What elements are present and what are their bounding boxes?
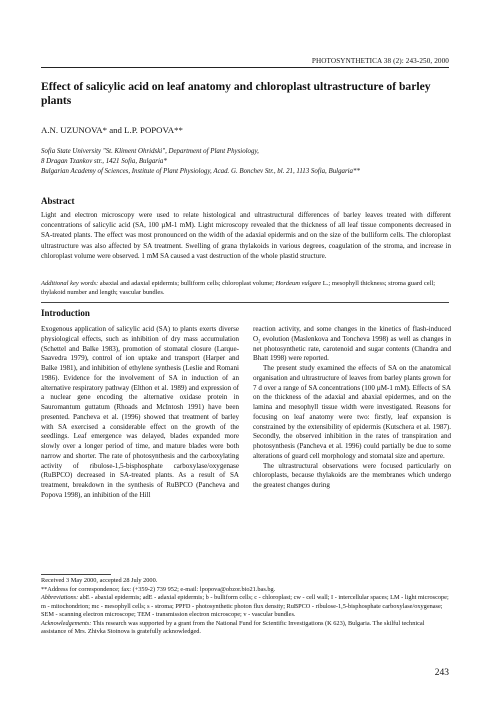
keywords-part2: L.; mesophyll thickness; stroma guard cell; thylakoid number and length; vascular bundles. xyxy=(41,280,436,297)
affiliation-line: 8 Dragan Tzankov str., 1421 Sofia, Bulgaria* xyxy=(41,158,167,165)
header-rule xyxy=(41,67,449,68)
abbreviations-text: abE - abaxial epidermis; adE - adaxial epidermis; b - bulliform cells; c - chloroplast; cw - cell wall; I - intercellular spaces; LM - light microscope; m - mitochondrion; mc - mesophyll cells; s - stroma; PPFD - photosynthetic photon flux density; RuBPCO - ribulose-1,5-bisphosphate carboxylase/oxygenase; SEM - scanning electron microscope; TEM - transmission electron microscope; v - vascular bundles. xyxy=(41,594,449,619)
footnote-rule xyxy=(41,574,111,575)
acknowledgements-text: This research was supported by a grant from the National Fund for Scientific Investigations (K 623), Bulgaria. The skilful technical assistance of Mrs. Zhivka Stoinova is gratefully acknowledged. xyxy=(41,619,425,636)
keywords xyxy=(41,279,451,297)
abstract-heading: Abstract xyxy=(41,196,75,206)
affiliation-line: Sofia State University "St. Kliment Ohridski", Department of Plant Physiology, xyxy=(41,148,259,155)
footnotes xyxy=(41,577,451,637)
intro-paragraph: The present study examined the effects of SA on the anatomical organisation and ultrastructure of leaves from barley plants grown for 7 d over a range of SA concentrations (100 µM-1 mM). Effects of SA on the thickness of the adaxial and abaxial epidermes, and on the lamina and mesophyll tissue width were investigated. Reasons for focusing on leaf anatomy were two: firstly, leaf expansion is constrained by the extensibility of epidermis (Kutschera et al. 1987). Secondly, the observed inhibition in the rates of transpiration and photosynthesis (Pancheva et al. 1996) could partially be due to some alterations of guard cell morphology and stomatal size and aperture. xyxy=(253,364,451,460)
journal-reference: PHOTOSYNTHETICA 38 (2): 243-250, 2000 xyxy=(311,57,449,65)
affiliations xyxy=(41,147,461,177)
keywords-part1: abaxial and adaxial epidermis; bulliform cells; chloroplast volume; xyxy=(99,280,274,287)
intro-left-column xyxy=(41,325,239,501)
intro-right-column xyxy=(253,325,451,491)
keywords-label: Additional key words: xyxy=(41,280,99,287)
keywords-species: Hordeum vulgare xyxy=(275,280,322,287)
paper-title: Effect of salicylic acid on leaf anatomy and chloroplast ultrastructure of barley plants xyxy=(41,80,431,107)
acknowledgements-note xyxy=(41,620,451,637)
affiliation-line: Bulgarian Academy of Sciences, Institute of Plant Physiology, Acad. G. Bonchev Str., bl. 21, 1113 Sofia, Bulgaria** xyxy=(41,168,360,175)
intro-paragraph: reaction activity, and some changes in the kinetics of flash-induced O₂ evolution (Maslenkova and Toncheva 1998) as well as changes in net photosynthetic rate, carotenoid and sugar contents (Chandra and Bhatt 1998) were reported. xyxy=(253,325,451,363)
abbreviations-label: Abbreviations: xyxy=(41,594,79,602)
keywords-rule xyxy=(41,302,449,303)
page-number: 243 xyxy=(434,668,449,678)
paper-authors: A.N. UZUNOVA* and L.P. POPOVA** xyxy=(41,125,183,135)
intro-paragraph: Exogenous application of salicylic acid (SA) to plants exerts diverse physiological effects, such as inhibition of dry mass accumulation (Schettel and Balke 1983), promotion of stomatal closure (Larque-Saavedra 1979), control of ion uptake and transport (Harper and Balke 1981), and inhibition of ethylene synthesis (Leslie and Romani 1986). Evidence for the involvement of SA in induction of an alternative respiratory pathway (Elthon et al. 1989) and expression of a nuclear gene encoding the alternative oxidase protein in Sauromantum guttatum (Rhoads and McIntosh 1991) have been presented. Pancheva et al. (1996) showed that treatment of barley with SA exercised a considerable effect on the growth of the seedlings. Leaf emergence was delayed, blades expanded more slowly over a longer period of time, and mature blades were both narrow and shorter. The rate of photosynthesis and the carboxylating activity of ribulose-1,5-bisphosphate carboxylase/oxygenase (RuBPCO) decreased in SA-treated plants. As a result of SA treatment, breakdown in the synthesis of RuBPCO (Pancheva and Popova 1998), an inhibition of the Hill xyxy=(41,325,239,499)
acknowledgements-label: Acknowledgements: xyxy=(41,619,92,627)
intro-paragraph: The ultrastructural observations were focused particularly on chloroplasts, because thylakoids are the membranes which undergo the greatest changes during xyxy=(253,461,451,489)
abstract-text: Light and electron microscopy were used to relate histological and ultrastructural differences of barley leaves treated with different concentrations of salicylic acid (SA, 100 µM-1 mM). Light microscopy revealed that the thickness of all leaf tissue components decreased in SA-treated plants. The effect was most pronounced on the width of the adaxial epidermis and on the size of the bulliform cells. The chloroplast ultrastructure was also affected by SA treatment. Swelling of grana thylakoids in various degrees, coagulation of the stroma, and increase in chloroplast volume were observed. 1 mM SA caused a vast destruction of the whole plastid structure. xyxy=(41,211,451,260)
introduction-heading: Introduction xyxy=(41,308,90,318)
abbreviations-note xyxy=(41,594,451,620)
received-note: Received 3 May 2000, accepted 28 July 2000. xyxy=(41,577,158,584)
correspondence-note: **Address for correspondence; fax: (+359-2) 739 952; e-mail: lpopova@obzor.bio21.bas.bg. xyxy=(41,585,276,593)
